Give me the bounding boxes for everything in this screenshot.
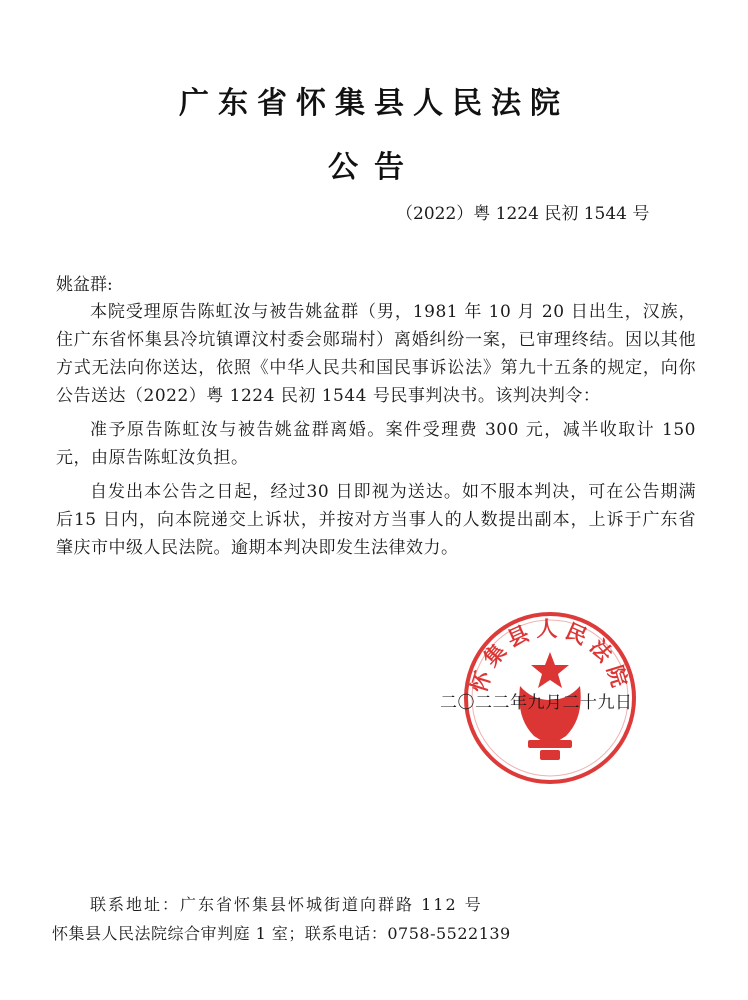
addressee: 姚盆群: — [56, 275, 113, 295]
court-name-title: 广东省怀集县人民法院 — [179, 86, 569, 121]
seal-text: 怀集县人民法院 — [466, 617, 634, 696]
notice-body — [56, 298, 696, 568]
case-number: （2022）粤 1224 民初 1544 号 — [396, 204, 650, 224]
paragraph-appeal-notice: 自发出本公告之日起，经过30 日即视为送达。如不服本判决，可在公告期满后15 日内，向本院递交上诉状，并按对方当事人的人数提出副本，上诉于广东省肇庆市中级人民法院。逾期本判决即发生法律效力。 — [56, 482, 696, 558]
contact-phone: 怀集县人民法院综合审判庭 1 室；联系电话：0758-5522139 — [52, 924, 511, 943]
contact-address: 联系地址：广东省怀集县怀城街道向群路 112 号 — [90, 895, 483, 914]
document-type-title: 公告 — [328, 150, 420, 185]
issue-date: 二〇二二年九月二十九日 — [440, 693, 633, 713]
paragraph-judgment: 准予原告陈虹汝与被告姚盆群离婚。案件受理费 300 元，减半收取计 150 元，由原告陈虹汝负担。 — [56, 420, 696, 468]
paragraph-case-summary: 本院受理原告陈虹汝与被告姚盆群（男，1981 年 10 月 20 日出生，汉族，住广东省怀集县冷坑镇谭汶村委会郧瑞村）离婚纠纷一案，已审理终结。因以其他方式无法向你送达，依照《中华人民共和国民事诉讼法》第九十五条的规定，向你公告送达（2022）粤 1224 民初 1544 号民事判决书。该判决判令： — [56, 302, 696, 406]
